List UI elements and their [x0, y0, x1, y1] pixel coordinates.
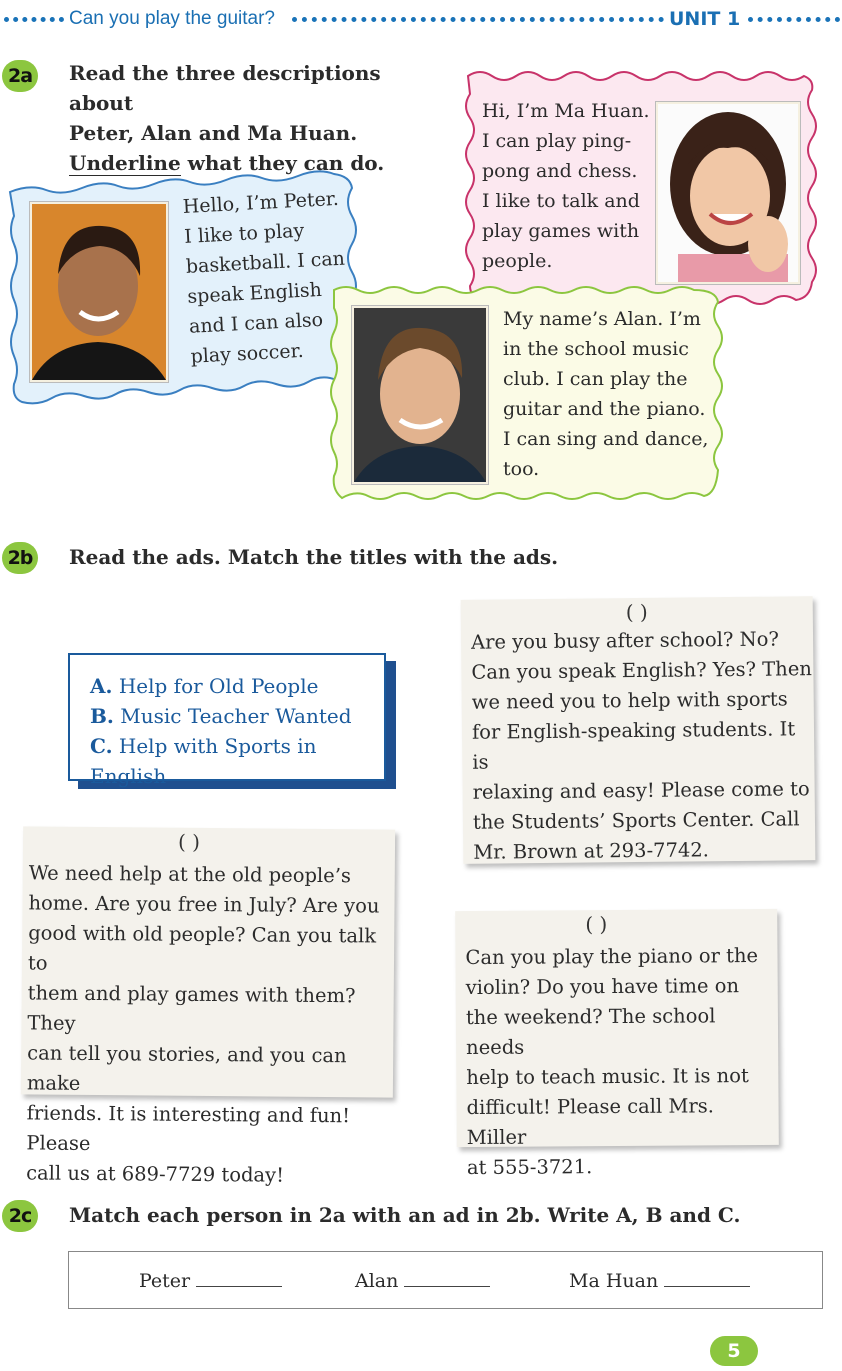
ad-old-line: call us at 689-7729 today! [26, 1161, 285, 1187]
title-option-c [90, 731, 384, 791]
peter-portrait [32, 204, 166, 380]
title-text: Music Teacher Wanted [120, 704, 352, 728]
ad-old-line: them and play games with them? They [27, 981, 356, 1035]
alan-portrait [354, 308, 486, 482]
alan-line: club. I can play the [503, 368, 688, 390]
page-number: 5 [710, 1336, 758, 1366]
ma-huan-line: I can play ping- [482, 130, 632, 152]
ad-old-line: We need help at the old people’s [28, 861, 352, 888]
ad-old-line: good with old people? Can you talk to [27, 921, 377, 975]
ma-huan-line: people. [482, 250, 553, 272]
instruction-2b: Read the ads. Match the titles with the ads. [69, 545, 559, 569]
ad-old-line: friends. It is interesting and fun! Please [26, 1101, 351, 1155]
ad-music-line: Can you play the piano or the [465, 944, 759, 970]
ad-old-people [21, 826, 395, 1187]
alan-line: I can sing and dance, [503, 428, 709, 450]
answer-alan-label: Alan [355, 1270, 399, 1292]
answer-peter-blank[interactable] [196, 1268, 282, 1287]
peter-line: basketball. I can [185, 247, 346, 278]
ad-music-line: help to teach music. It is not [466, 1064, 749, 1090]
ma-huan-line: play games with [482, 220, 640, 242]
section-badge-2c: 2c [2, 1200, 38, 1232]
ad-old-line: can tell you stories, and you can make [26, 1041, 347, 1095]
header-dots-left [4, 17, 64, 22]
title-letter: B. [90, 704, 114, 728]
ad-sports-line: Are you busy after school? No? [470, 627, 779, 654]
ad-music-line: violin? Do you have time on [465, 974, 740, 1000]
ad-old-line: home. Are you free in July? Are you [28, 891, 380, 918]
peter-card [0, 166, 366, 410]
answer-ma-huan-blank[interactable] [664, 1268, 750, 1287]
title-text: Help for Old People [118, 674, 319, 698]
ma-huan-line: I like to talk and [482, 190, 640, 212]
ad-music-answer-paren[interactable]: ( ) [585, 912, 608, 937]
ad-sports-line: we need you to help with sports [471, 687, 788, 714]
ma-huan-line: Hi, I’m Ma Huan. [482, 100, 650, 122]
answer-alan-blank[interactable] [404, 1268, 490, 1287]
ad-old-answer-paren[interactable]: ( ) [177, 829, 201, 854]
answer-box [68, 1251, 823, 1309]
peter-line: speak English [186, 278, 323, 308]
peter-line: play soccer. [190, 339, 305, 368]
answer-peter-label: Peter [139, 1270, 191, 1292]
title-option-a [90, 671, 384, 701]
peter-line: I like to play [183, 219, 305, 248]
answer-alan [355, 1268, 490, 1292]
alan-line: too. [503, 458, 540, 480]
peter-line: and I can also [188, 308, 324, 338]
ma-huan-line: pong and chess. [482, 160, 638, 182]
ad-sports-line: relaxing and easy! Please come to [472, 777, 810, 804]
peter-line: Hello, I’m Peter. [182, 187, 340, 218]
answer-ma-huan [569, 1268, 750, 1292]
instruction-2a-line2: Peter, Alan and Ma Huan. [69, 121, 358, 145]
title-letter: C. [90, 734, 113, 758]
instruction-2a [69, 58, 449, 178]
title-letter: A. [90, 674, 113, 698]
ad-sports-line: the Students’ Sports Center. Call [472, 807, 800, 834]
alan-line: in the school music [503, 338, 689, 360]
ma-huan-photo [656, 102, 800, 284]
alan-line: guitar and the piano. [503, 398, 706, 420]
underline-word: Underline [69, 151, 181, 175]
instruction-2c: Match each person in 2a with an ad in 2b. Write A, B and C. [69, 1203, 741, 1227]
header-dots-right [748, 17, 840, 22]
title-option-b [90, 701, 384, 731]
section-badge-2a: 2a [2, 60, 38, 92]
ad-sports-line: Can you speak English? Yes? Then [471, 657, 812, 684]
header-title: Can you play the guitar? [66, 8, 278, 30]
ad-music-line: difficult! Please call Mrs. Miller [466, 1094, 715, 1150]
alan-photo [352, 306, 488, 484]
ad-sports-line: Mr. Brown at 293-7742. [473, 838, 710, 864]
ad-titles-box [68, 653, 386, 788]
alan-card [328, 282, 724, 504]
ad-music-line: the weekend? The school needs [465, 1004, 716, 1060]
ad-sports-line: for English-speaking students. It is [471, 717, 796, 774]
header-dots-middle [292, 17, 664, 22]
ma-huan-card [460, 66, 822, 308]
ad-music [455, 909, 779, 1180]
ad-sports [461, 596, 816, 864]
header-unit: UNIT 1 [666, 8, 743, 30]
answer-peter [139, 1268, 282, 1292]
ad-sports-answer-paren[interactable]: ( ) [625, 599, 648, 625]
peter-photo [30, 202, 168, 382]
ma-huan-portrait [658, 104, 798, 282]
ad-music-line: at 555-3721. [466, 1155, 593, 1180]
section-badge-2b: 2b [2, 542, 38, 574]
title-text: Help with Sports in English [90, 734, 317, 788]
instruction-2a-line1: Read the three descriptions about [69, 61, 381, 115]
alan-line: My name’s Alan. I’m [503, 308, 701, 330]
instruction-2a-line3-rest: what they can do. [180, 151, 385, 175]
answer-ma-huan-label: Ma Huan [569, 1270, 659, 1292]
page-header [0, 6, 842, 32]
